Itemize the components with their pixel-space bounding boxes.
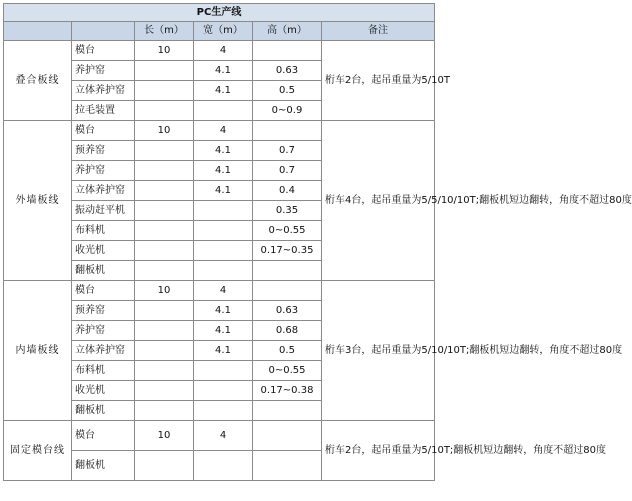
group-name-cell: 叠合板线	[4, 41, 72, 121]
width-cell	[194, 201, 253, 221]
width-cell	[194, 401, 253, 421]
column-header-notes: 备注	[322, 22, 435, 41]
length-cell: 10	[135, 281, 194, 301]
width-cell	[194, 241, 253, 261]
height-cell: 0.7	[253, 161, 322, 181]
item-cell: 模台	[72, 121, 135, 141]
height-cell: 0.17~0.38	[253, 381, 322, 401]
height-cell: 0.35	[253, 201, 322, 221]
width-cell	[194, 221, 253, 241]
width-cell	[194, 101, 253, 121]
item-cell: 收光机	[72, 241, 135, 261]
height-cell	[253, 281, 322, 301]
table-row	[4, 41, 435, 61]
length-cell	[135, 321, 194, 341]
item-cell: 模台	[72, 281, 135, 301]
item-cell: 预养窑	[72, 301, 135, 321]
length-cell	[135, 201, 194, 221]
item-cell: 养护窑	[72, 161, 135, 181]
item-cell: 预养窑	[72, 141, 135, 161]
item-cell: 翻板机	[72, 451, 135, 481]
length-cell	[135, 341, 194, 361]
width-cell: 4.1	[194, 81, 253, 101]
length-cell	[135, 261, 194, 281]
height-cell: 0.7	[253, 141, 322, 161]
width-cell	[194, 381, 253, 401]
column-header-width: 宽（m）	[194, 22, 253, 41]
item-cell: 养护窑	[72, 61, 135, 81]
height-cell	[253, 261, 322, 281]
item-cell: 振动赶平机	[72, 201, 135, 221]
length-cell	[135, 361, 194, 381]
height-cell: 0.5	[253, 341, 322, 361]
height-cell	[253, 401, 322, 421]
item-cell: 拉毛装置	[72, 101, 135, 121]
item-cell: 收光机	[72, 381, 135, 401]
length-cell	[135, 101, 194, 121]
height-cell: 0~0.55	[253, 361, 322, 381]
item-cell: 立体养护窑	[72, 341, 135, 361]
column-header-height: 高（m）	[253, 22, 322, 41]
width-cell: 4.1	[194, 141, 253, 161]
item-cell: 翻板机	[72, 401, 135, 421]
group-name-cell: 内墙板线	[4, 281, 72, 421]
width-cell: 4	[194, 421, 253, 451]
height-cell: 0.68	[253, 321, 322, 341]
length-cell	[135, 61, 194, 81]
length-cell	[135, 161, 194, 181]
height-cell: 0.63	[253, 301, 322, 321]
column-header	[4, 22, 72, 41]
width-cell: 4.1	[194, 301, 253, 321]
notes-cell: 桁车3台，起吊重量为5/10/10T;翻板机短边翻转，角度不超过80度	[322, 281, 435, 421]
group-name-cell: 外墙板线	[4, 121, 72, 281]
column-header-row	[4, 22, 435, 41]
length-cell: 10	[135, 41, 194, 61]
width-cell: 4	[194, 281, 253, 301]
height-cell	[253, 451, 322, 481]
length-cell	[135, 141, 194, 161]
height-cell: 0~0.9	[253, 101, 322, 121]
table-body	[4, 41, 632, 481]
width-cell: 4.1	[194, 321, 253, 341]
width-cell	[194, 451, 253, 481]
length-cell: 10	[135, 421, 194, 451]
length-cell: 10	[135, 121, 194, 141]
column-header-length: 长（m）	[135, 22, 194, 41]
length-cell	[135, 451, 194, 481]
height-cell	[253, 121, 322, 141]
length-cell	[135, 381, 194, 401]
table-row	[4, 121, 435, 141]
item-cell: 养护窑	[72, 321, 135, 341]
width-cell	[194, 261, 253, 281]
notes-cell: 桁车4台，起吊重量为5/5/10/10T;翻板机短边翻转，角度不超过80度	[322, 121, 435, 281]
column-header	[72, 22, 135, 41]
table-title: PC生产线	[4, 4, 435, 22]
width-cell: 4.1	[194, 61, 253, 81]
item-cell: 模台	[72, 421, 135, 451]
width-cell: 4.1	[194, 341, 253, 361]
group-name-cell: 固定模台线	[4, 421, 72, 481]
width-cell: 4.1	[194, 161, 253, 181]
length-cell	[135, 181, 194, 201]
length-cell	[135, 81, 194, 101]
item-cell: 立体养护窑	[72, 181, 135, 201]
item-cell: 模台	[72, 41, 135, 61]
item-cell: 布料机	[72, 361, 135, 381]
height-cell: 0.5	[253, 81, 322, 101]
length-cell	[135, 241, 194, 261]
length-cell	[135, 221, 194, 241]
height-cell: 0.63	[253, 61, 322, 81]
notes-cell: 桁车2台，起吊重量为5/10T;翻板机短边翻转，角度不超过80度	[322, 421, 435, 481]
height-cell	[253, 421, 322, 451]
width-cell: 4	[194, 41, 253, 61]
height-cell: 0.17~0.35	[253, 241, 322, 261]
width-cell	[194, 361, 253, 381]
item-cell: 布料机	[72, 221, 135, 241]
width-cell: 4.1	[194, 181, 253, 201]
table-row	[4, 281, 435, 301]
height-cell	[253, 41, 322, 61]
length-cell	[135, 401, 194, 421]
item-cell: 翻板机	[72, 261, 135, 281]
table-row	[4, 421, 435, 451]
notes-cell: 桁车2台，起吊重量为5/10T	[322, 41, 435, 121]
width-cell: 4	[194, 121, 253, 141]
title-row	[4, 4, 435, 22]
item-cell: 立体养护窑	[72, 81, 135, 101]
production-line-table	[3, 3, 632, 481]
length-cell	[135, 301, 194, 321]
height-cell: 0~0.55	[253, 221, 322, 241]
height-cell: 0.4	[253, 181, 322, 201]
